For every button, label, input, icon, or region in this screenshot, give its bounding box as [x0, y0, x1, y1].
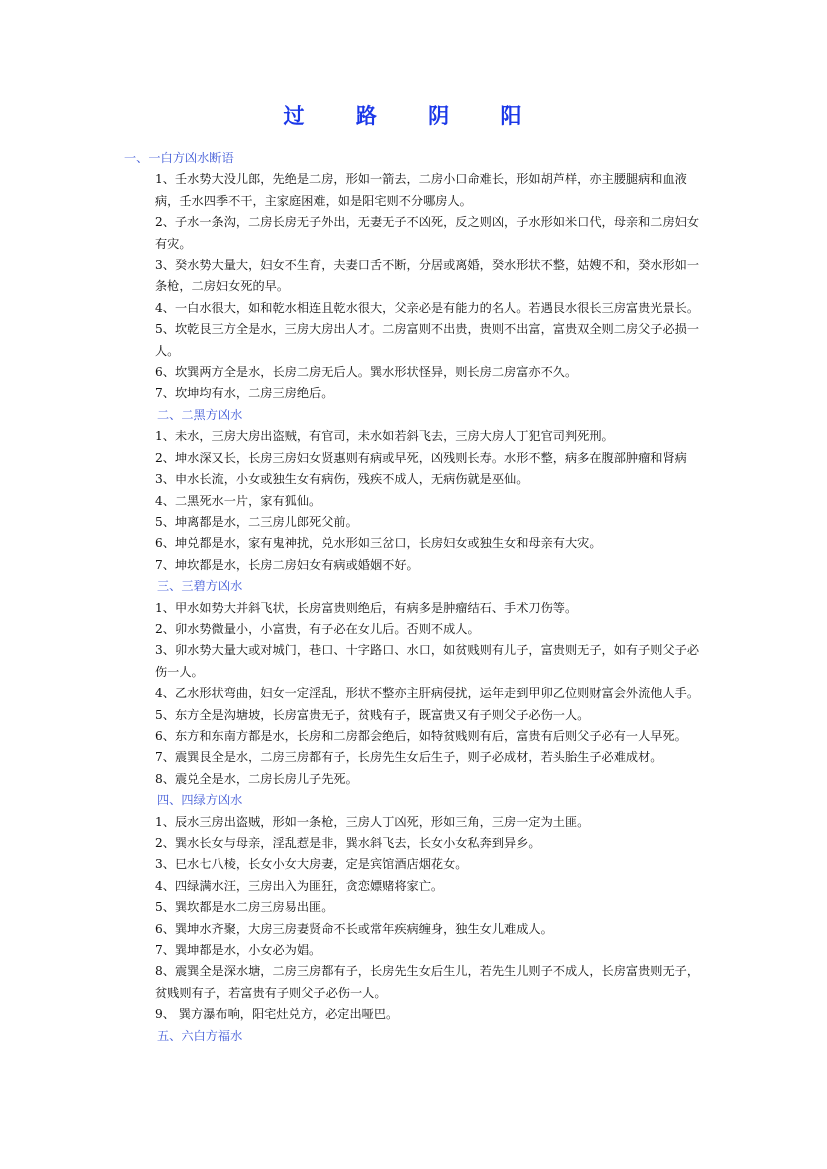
list-item: 1、未水，三房大房出盗贼，有官司，未水如若斜飞去，三房大房人丁犯官司判死刑。	[155, 429, 614, 444]
list-item: 6、巽坤水齐聚，大房三房妻贤命不长或常年疾病缠身，独生女儿难成人。	[155, 921, 553, 936]
list-item: 8、震巽全是深水塘，二房三房都有子，长房先生女后生儿，若先生儿则子不成人，长房富贵则无子，贫贱则有子，若富贵有子则父子必伤一人。	[155, 964, 700, 1000]
list-item: 6、东方和东南方都是水，长房和二房都会绝后，如特贫贱则有后，富贵有后则父子必有一人早死。	[155, 728, 687, 743]
section-heading-3: 三、三碧方凶水	[157, 579, 243, 594]
list-item: 4、四绿满水汪，三房出入为匪狂，贪恋嫖赌将家亡。	[155, 878, 444, 893]
section-heading-2: 二、二黑方凶水	[157, 407, 243, 422]
list-item: 3、申水长流，小女或独生女有病伤，残疾不成人，无病伤就是巫仙。	[155, 472, 529, 487]
list-item: 3、癸水势大量大，妇女不生育，夫妻口舌不断，分居或离婚，癸水形状不整，姑嫂不和，癸水形如一条枪，二房妇女死的早。	[155, 258, 700, 294]
list-item: 7、巽坤都是水，小女必为娼。	[155, 943, 322, 958]
page-title: 过 路 阴 阳	[283, 103, 544, 128]
list-item: 4、二黑死水一片，家有狐仙。	[155, 493, 322, 508]
list-item: 4、乙水形状弯曲，妇女一定淫乱，形状不整亦主肝病侵扰，运年走到甲卯乙位则财富会外流他人手。	[155, 686, 700, 701]
list-item: 5、坎乾艮三方全是水，三房大房出人才。二房富则不出贵，贵则不出富，富贵双全则二房父子必损一人。	[155, 322, 700, 358]
list-item: 7、震巽艮全是水，二房三房都有子，长房先生女后生子，则子必成材，若头胎生子必难成材。	[155, 750, 663, 765]
section-heading-4: 四、四绿方凶水	[157, 793, 243, 808]
list-item: 8、震兑全是水，二房长房儿子先死。	[155, 771, 358, 786]
list-item: 4、一白水很大，如和乾水相连且乾水很大，父亲必是有能力的名人。若遇艮水很长三房富贵光景长。	[155, 300, 700, 315]
list-item: 2、卯水势微量小，小富贵，有子必在女儿后。否则不成人。	[155, 621, 480, 636]
list-item: 3、卯水势大量大或对城门，巷口、十字路口、水口，如贫贱则有儿子，富贵则无子，如有子则父子必伤一人。	[155, 643, 700, 679]
list-item: 7、坤坎都是水，长房二房妇女有病或婚姻不好。	[155, 557, 419, 572]
list-item: 2、巽水长女与母亲，淫乱惹是非，巽水斜飞去，长女小女私奔到异乡。	[155, 836, 541, 850]
list-item: 5、坤离都是水，二三房儿郎死父前。	[155, 514, 358, 529]
list-item: 9、 巽方瀑布响，阳宅灶兑方，必定出哑巴。	[155, 1007, 399, 1022]
list-item: 7、坎坤均有水，二房三房绝后。	[155, 386, 334, 401]
list-item: 1、壬水势大没儿郎，先绝是二房，形如一箭去，二房小口命难长，形如胡芦样，亦主腰腿病和血液病，壬水四季不干，主家庭困难，如是阳宅则不分哪房人。	[155, 172, 687, 208]
list-item: 1、辰水三房出盗贼，形如一条枪，三房人丁凶死，形如三角，三房一定为土匪。	[155, 814, 590, 829]
list-item: 6、坤兑都是水，家有鬼神扰，兑水形如三岔口，长房妇女或独生女和母亲有大灾。	[155, 536, 602, 551]
list-item: 1、甲水如势大并斜飞状，长房富贵则绝后，有病多是肿瘤结石、手术刀伤等。	[155, 600, 578, 615]
list-item: 2、子水一条沟，二房长房无子外出，无妻无子不凶死，反之则凶，子水形如米口代，母亲和二房妇女有灾。	[155, 215, 700, 251]
section-heading-1: 一、一白方凶水断语	[124, 151, 234, 165]
list-item: 6、坎巽两方全是水，长房二房无后人。巽水形状怪异，则长房二房富亦不久。	[155, 365, 578, 380]
section-heading-5: 五、六白方福水	[157, 1028, 243, 1043]
list-item: 2、坤水深又长，长房三房妇女贤惠则有病或早死，凶残则长寿。水形不整，病多在腹部肿瘤和肾病	[155, 450, 687, 465]
document-body	[0, 148, 827, 1047]
list-item: 3、巳水七八棱，长女小女大房妻，定是宾馆酒店烟花女。	[155, 857, 468, 872]
list-item: 5、东方全是沟塘坡，长房富贵无子，贫贱有子，既富贵又有子则父子必伤一人。	[155, 707, 590, 722]
list-item: 5、巽坎都是水二房三房易出匪。	[155, 900, 334, 915]
